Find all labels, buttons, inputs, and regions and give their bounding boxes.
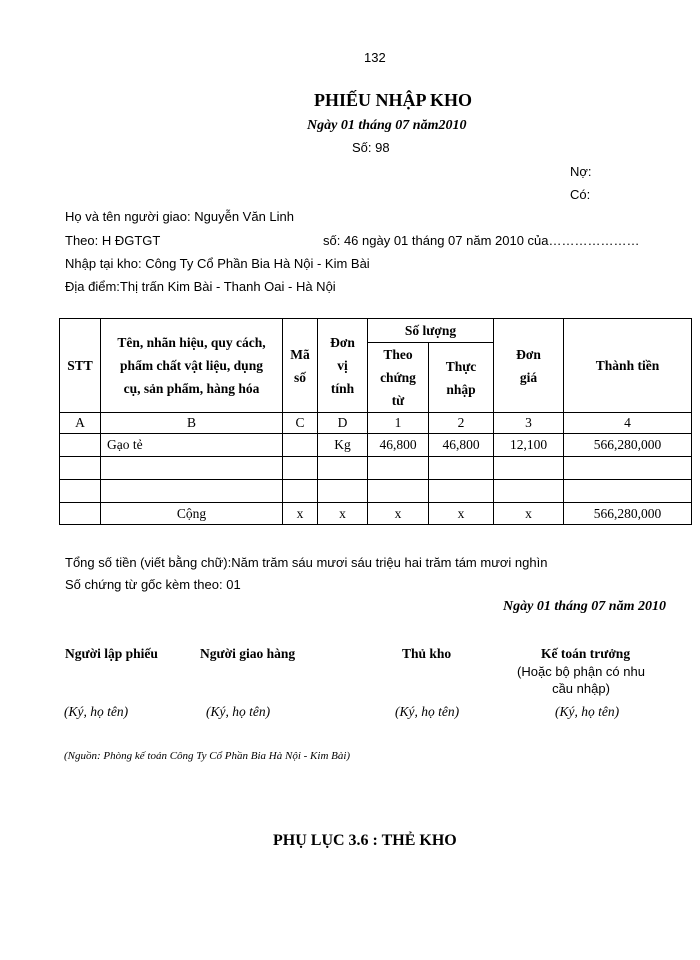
deliverer-line: Họ và tên người giao: Nguyễn Văn Linh (65, 209, 294, 224)
total-amount: 566,280,000 (564, 503, 692, 525)
preparer-title: Người lập phiếu (65, 646, 158, 661)
row-code (283, 434, 318, 457)
reference-line: Theo: H ĐGTGT (65, 233, 161, 248)
storekeeper-title: Thủ kho (402, 646, 452, 661)
total-price: x (494, 503, 564, 525)
header-stt: STT (60, 319, 101, 413)
row-unit (318, 457, 368, 480)
row-price (494, 480, 564, 503)
document-date: Ngày 01 tháng 07 năm2010 (307, 118, 467, 133)
row-amount: 566,280,000 (564, 434, 692, 457)
header-price: Đơn giá (494, 319, 564, 413)
row-stt (60, 434, 101, 457)
total-unit: x (318, 503, 368, 525)
deliverer-sign-hint: (Ký, họ tên) (206, 704, 271, 719)
total-in-words: Tổng số tiền (viết bằng chữ):Năm trăm sáu mươi sáu triệu hai trăm tám mươi nghìn (65, 555, 548, 570)
preparer-sign-hint: (Ký, họ tên) (64, 704, 129, 719)
header-quantity: Số lượng (368, 319, 494, 343)
total-code: x (283, 503, 318, 525)
reference-detail: số: 46 ngày 01 tháng 07 năm 2010 của………………… (323, 233, 640, 248)
code-cell: D (318, 413, 368, 434)
row-actual (429, 480, 494, 503)
header-actual: Thực nhập (429, 343, 494, 413)
code-cell: B (101, 413, 283, 434)
accountant-title: Kế toán trưởng (541, 646, 631, 661)
row-name (101, 480, 283, 503)
source-note: (Nguồn: Phòng kế toán Công Ty Cổ Phần Bia Hà Nội - Kim Bài) (64, 750, 351, 762)
storekeeper-sign-hint: (Ký, họ tên) (395, 704, 460, 719)
location-line: Địa điểm:Thị trấn Kim Bài - Thanh Oai - Hà Nội (65, 279, 336, 294)
accountant-sign-hint: (Ký, họ tên) (555, 704, 620, 719)
row-code (283, 457, 318, 480)
deliverer-title: Người giao hàng (200, 646, 296, 661)
document-number: Số: 98 (352, 140, 390, 155)
row-name: Gạo tẻ (101, 434, 283, 457)
header-by-document: Theo chứng từ (368, 343, 429, 413)
row-by-document: 46,800 (368, 434, 429, 457)
table-row (60, 480, 692, 503)
row-by-document (368, 480, 429, 503)
table-row (60, 457, 692, 480)
total-stt (60, 503, 101, 525)
row-amount (564, 480, 692, 503)
appendix-title: PHỤ LỤC 3.6 : THẺ KHO (273, 832, 457, 849)
code-cell: 4 (564, 413, 692, 434)
code-cell: 3 (494, 413, 564, 434)
header-amount: Thành tiền (564, 319, 692, 413)
row-price (494, 457, 564, 480)
attached-documents: Số chứng từ gốc kèm theo: 01 (65, 577, 241, 592)
row-code (283, 480, 318, 503)
document-title: PHIẾU NHẬP KHO (314, 90, 473, 110)
header-name: Tên, nhãn hiệu, quy cách, phẩm chất vật liệu, dụng cụ, sản phẩm, hàng hóa (101, 319, 283, 413)
receipt-table (59, 318, 692, 525)
debit-label: Nợ: (570, 164, 592, 179)
code-cell: 2 (429, 413, 494, 434)
row-amount (564, 457, 692, 480)
credit-label: Có: (570, 187, 591, 202)
row-stt (60, 480, 101, 503)
page-number: 132 (364, 50, 386, 65)
code-cell: A (60, 413, 101, 434)
row-actual (429, 457, 494, 480)
header-code: Mã số (283, 319, 318, 413)
code-cell: C (283, 413, 318, 434)
code-cell: 1 (368, 413, 429, 434)
accountant-note: (Hoặc bộ phận có nhu cầu nhập) (517, 664, 645, 696)
row-name (101, 457, 283, 480)
total-by-document: x (368, 503, 429, 525)
signature-date: Ngày 01 tháng 07 năm 2010 (503, 599, 666, 614)
total-actual: x (429, 503, 494, 525)
row-unit: Kg (318, 434, 368, 457)
row-unit (318, 480, 368, 503)
header-unit: Đơn vị tính (318, 319, 368, 413)
total-label: Cộng (101, 503, 283, 525)
table-row (60, 434, 692, 457)
row-actual: 46,800 (429, 434, 494, 457)
total-row (60, 503, 692, 525)
row-by-document (368, 457, 429, 480)
row-stt (60, 457, 101, 480)
warehouse-line: Nhập tại kho: Công Ty Cổ Phần Bia Hà Nội - Kim Bài (65, 256, 370, 271)
row-price: 12,100 (494, 434, 564, 457)
